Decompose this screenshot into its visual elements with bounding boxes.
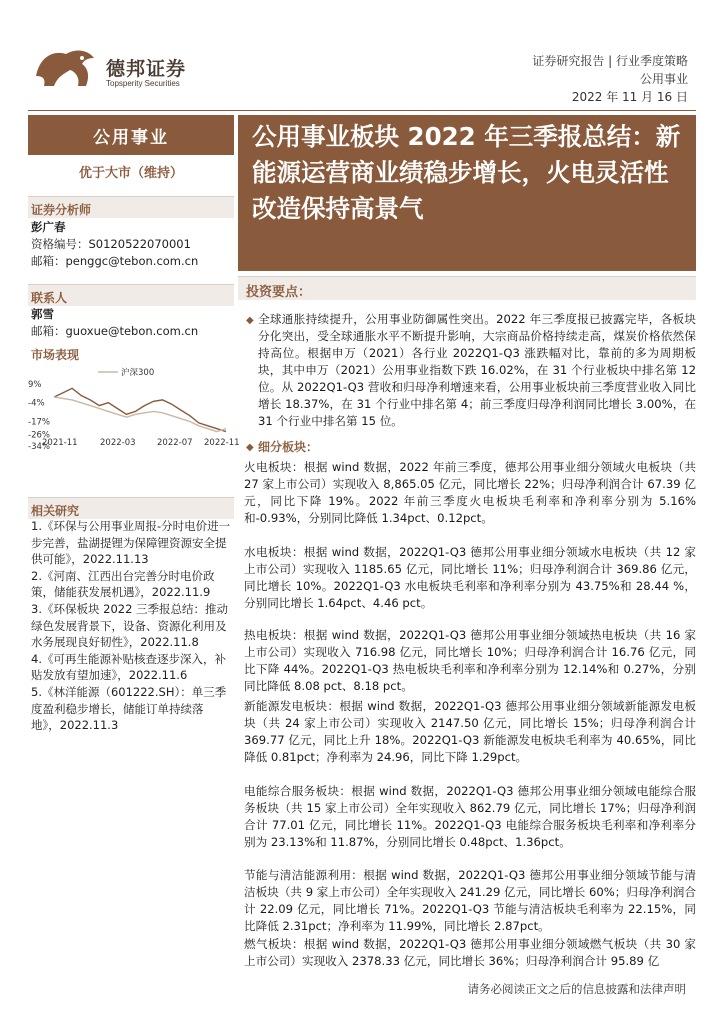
- y-tick-label: -17%: [28, 417, 50, 428]
- analyst-email[interactable]: 邮箱：penggc@tebon.com.cn: [31, 254, 199, 268]
- related-item-date: 2022.11.6: [128, 668, 188, 683]
- segment-text: 节能与清洁能源利用：根据 wind 数据，2022Q1-Q3 德邦公用事业细分领域节能与清洁板块（共 9 家上市公司）全年实现收入 241.29 亿元，同比增长 60%；归母净利润合计 22.09 亿元，同比增长 71%。2022Q1-Q3 节能与清洁板块毛利率为 22.15%，同比降低 2.31pct；净利率为 11.99%，同比增长 2.87pct。: [244, 868, 696, 933]
- related-item-date: 2022.11.9: [151, 585, 211, 600]
- series-line-1: [54, 397, 226, 432]
- segment-paragraph: [244, 627, 696, 695]
- chart-legend: [98, 367, 154, 378]
- y-tick-label: -26%: [28, 430, 50, 441]
- report-title: 公用事业板块 2022 年三季报总结：新能源运营商业绩稳步增长，火电灵活性改造保持高景气: [238, 115, 696, 271]
- report-meta: [532, 52, 688, 106]
- y-tick-label: -34%: [28, 442, 50, 452]
- related-item[interactable]: [31, 518, 231, 568]
- related-item-date: 2022.11.3: [59, 718, 119, 733]
- x-tick-label: 2022-07: [157, 438, 193, 448]
- disclaimer-footer: 请务必阅读正文之后的信息披露和法律声明: [467, 982, 686, 996]
- x-tick-label: 2022-11: [204, 438, 240, 448]
- company-logo: [32, 46, 232, 96]
- rating: 优于大市（维持）: [78, 166, 183, 181]
- related-item-title: 2.《河南、江西出台完善分时电价政策，储能获发展机遇》，: [31, 568, 215, 600]
- segment-text: 燃气板块：根据 wind 数据，2022Q1-Q3 德邦公用事业细分领域燃气板块（共 30 家上市公司）实现收入 2378.33 亿元，同比增长 36%；归母净利润合计 95.89 亿: [244, 937, 696, 968]
- header-divider: [28, 110, 696, 111]
- report-industry: 公用事业: [639, 72, 688, 86]
- sub-header: 细分板块：: [258, 440, 319, 454]
- analyst-header: 证券分析师: [28, 196, 234, 218]
- contact-email[interactable]: 邮箱：guoxue@tebon.com.cn: [31, 324, 199, 338]
- segment-text: 电能综合服务板块：根据 wind 数据，2022Q1-Q3 德邦公用事业细分领域电能综合服务板块（共 15 家上市公司）全年实现收入 862.79 亿元，同比增长 17%；归母净利润合计 77.01 亿元，同比增长 11%。2022Q1-Q3 电能综合服务板块毛利率和净利率分别为 23.13%和 11.87%，分别同比增长 0.48pct、1.36pct。: [244, 784, 696, 849]
- related-item[interactable]: [31, 601, 231, 651]
- segment-paragraph: [244, 698, 696, 766]
- summary-text: 全球通胀持续提升，公用事业防御属性突出。2022 年三季度报已披露完毕，各板块分化突出，受全球通胀水平不断提升影响，大宗商品价格持续走高，煤炭价格依然保持高位。根据申万（2021）各行业 2022Q1-Q3 涨跌幅对比，靠前的多为周期板块，其中申万（2021）公用事业指数下跌 16.02%，在 31 个行业板块中排名第 12 位。从 2022Q1-Q3 营收和归母净利增速来看，公用事业板块前三季度营业收入同比增长 18.37%，在 31 个行业中排名第 4；前三季度归母净利润同比增长 3.00%，在 31 个行业中排名第 15 位。: [258, 312, 696, 428]
- segment-paragraph: [244, 783, 696, 851]
- segment-paragraph: [244, 544, 696, 612]
- y-tick-label: 9%: [28, 380, 42, 390]
- related-research-list: [31, 518, 231, 734]
- x-tick-label: 2021-11: [42, 438, 78, 448]
- related-item-title: 4.《可再生能源补贴核查逐步深入，补贴发放有望加速》，: [31, 651, 226, 683]
- segment-text: 热电板块：根据 wind 数据，2022Q1-Q3 德邦公用事业细分领域热电板块（共 16 家上市公司）实现收入 716.98 亿元，同比增长 10%；归母净利润合计 16.76 亿元，同比下降 44%。2022Q1-Q3 热电板块毛利率和净利率分别为 12.14%和 0.27%，分别同比降低 8.08 pct、8.18 pct。: [244, 628, 696, 693]
- invest-header: 投资要点：: [238, 276, 696, 300]
- analyst-info: [31, 219, 198, 270]
- report-date: 2022 年 11 月 16 日: [571, 90, 688, 104]
- legend-label-hs300: 沪深300: [121, 368, 155, 378]
- segment-paragraph: [244, 867, 696, 935]
- sector-label: 公用事业: [28, 115, 234, 155]
- related-item-date: 2022.11.8: [140, 635, 199, 650]
- chart-series: [54, 388, 226, 431]
- summary-bullet: [258, 311, 696, 430]
- related-item-date: 2022.11.13: [82, 552, 149, 567]
- bullet-diamond-icon: ◆: [246, 315, 254, 326]
- segment-text: 水电板块：根据 wind 数据，2022Q1-Q3 德邦公用事业细分领域水电板块（共 12 家上市公司）实现收入 1185.65 亿元，同比增长 11%；归母净利润合计 369.86 亿元，同比增长 10%。2022Q1-Q3 水电板块毛利率和净利率分别为 43.75%和 28.44 %，分别同比增长 1.64pct、4.46 pct。: [244, 545, 696, 610]
- related-item-title: 1.《环保与公用事业周报-分时电价进一步完善，盐湖提锂为保障锂资源安全提供可能》，: [31, 519, 231, 567]
- segment-text: 火电板块：根据 wind 数据，2022 年前三季度，德邦公用事业细分领域火电板块（共 27 家上市公司）实现收入 8,865.05 亿元，同比增长 22%；归母净利润合计 67.39 亿元，同比下降 19%。2022 年前三季度火电板块毛利率和净利率分别为 5.16%和-0.93%，分别同比降低 1.34pct、0.12pct。: [244, 460, 696, 525]
- related-item[interactable]: [31, 684, 231, 734]
- series-line-0: [54, 388, 226, 431]
- bull-logo-icon: [32, 46, 98, 90]
- related-item-title: 3.《环保板块 2022 三季报总结：推动绿色发展背景下，设备、资源化利用及水务展现良好韧性》，: [31, 601, 229, 650]
- contact-info: [31, 306, 198, 340]
- segment-paragraph: [244, 459, 696, 527]
- segment-text: 新能源发电板块：根据 wind 数据，2022Q1-Q3 德邦公用事业细分领域新能源发电板块（共 24 家上市公司）实现收入 2147.50 亿元，同比增长 15%；归母净利润合计 369.77 亿元，同比上升 18%。2022Q1-Q3 新能源发电板块毛利率为 40.65%，同比降低 0.81pct；净利率为 24.96，同比下降 1.29pct。: [244, 699, 696, 764]
- related-header: 相关研究: [28, 497, 234, 519]
- segment-paragraph: [244, 936, 696, 970]
- company-name-cn: 德邦证券: [106, 58, 187, 80]
- x-axis: [42, 438, 240, 448]
- report-type: 证券研究报告 | 行业季度策略: [532, 54, 688, 68]
- contact-header: 联系人: [28, 284, 234, 306]
- contact-name: 郭雪: [31, 307, 54, 321]
- company-name-en: Topsperity Securities: [106, 79, 180, 88]
- related-item[interactable]: [31, 651, 231, 684]
- market-header: 市场表现: [31, 348, 80, 362]
- analyst-name: 彭广春: [31, 220, 66, 234]
- market-chart: [28, 362, 240, 462]
- analyst-cert: 资格编号：S0120522070001: [31, 237, 191, 251]
- related-item[interactable]: [31, 568, 231, 601]
- x-tick-label: 2022-03: [100, 438, 136, 448]
- y-tick-label: -4%: [28, 398, 45, 409]
- related-item-title: 5.《林洋能源（601222.SH）：单三季度盈利稳步增长，储能订单持续落地》，: [31, 684, 227, 733]
- bullet-diamond-icon: ◆: [246, 442, 254, 453]
